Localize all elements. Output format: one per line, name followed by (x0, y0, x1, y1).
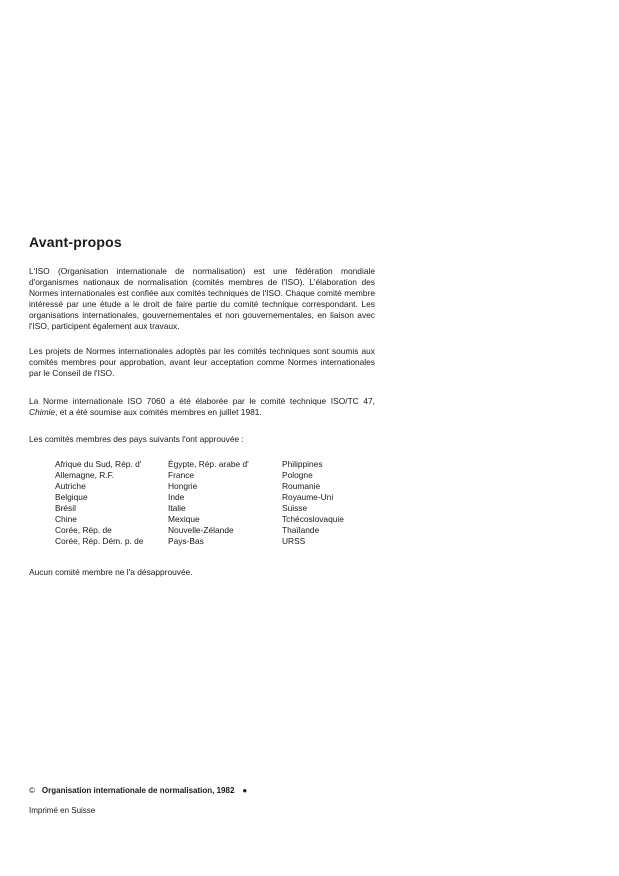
country-item: Belgique (55, 492, 88, 502)
country-item: Chine (55, 514, 77, 524)
country-item: URSS (282, 536, 306, 546)
country-item: Hongrie (168, 481, 198, 491)
country-item: Royaume-Uni (282, 492, 334, 502)
iso-7060-text-end: , et a été soumise aux comités membres en juillet 1981. (55, 407, 262, 417)
country-item: Afrique du Sud, Rép. d' (55, 459, 142, 469)
country-item: Pays-Bas (168, 536, 204, 546)
bullet-icon: ● (242, 786, 248, 795)
country-item: Roumanie (282, 481, 321, 491)
paragraph-draft-standards: Les projets de Normes internationales adoptés par les comités techniques sont soumis aux comités membres pour approbation, avant leur acceptation comme Normes internationales par le Conseil de l'ISO. (29, 346, 375, 378)
copyright-footer (29, 786, 247, 795)
country-item: Italie (168, 503, 186, 513)
country-item: Mexique (168, 514, 200, 524)
paragraph-iso-7060 (29, 396, 375, 418)
printed-location: Imprimé en Suisse (29, 806, 96, 815)
country-item: Thaïlande (282, 525, 320, 535)
country-item: Égypte, Rép. arabe d' (168, 459, 249, 469)
copyright-organisation: Organisation internationale de normalisation, 1982 (41, 786, 235, 795)
page-title: Avant-propos (29, 234, 122, 250)
copyright-symbol: © (29, 786, 35, 795)
country-item: Brésil (55, 503, 76, 513)
country-item: Corée, Rép. Dém. p. de (55, 536, 144, 546)
country-item: Nouvelle-Zélande (168, 525, 234, 535)
country-list-column-1 (55, 459, 143, 547)
country-item: Tchécoslovaquie (282, 514, 344, 524)
country-item: Suisse (282, 503, 308, 513)
committee-name: Chimie (29, 407, 56, 417)
country-item: Philippines (282, 459, 323, 469)
country-item: France (168, 470, 195, 480)
country-item: Allemagne, R.F. (55, 470, 115, 480)
country-list-column-2 (168, 459, 249, 547)
paragraph-iso-description: L'ISO (Organisation internationale de normalisation) est une fédération mondiale d'organismes nationaux de normalisation (comités membres de l'ISO). L'élaboration des Normes internationales est confiée aux comités techniques de l'ISO. Chaque comité membre intéressé par une étude a le droit de faire partie du comité technique correspondant. Les organisations internationales, gouvernementales et non gouvernementales, en liaison avec l'ISO, participent également aux travaux. (29, 266, 375, 331)
paragraph-disapproval: Aucun comité membre ne l'a désapprouvée. (29, 567, 193, 577)
country-item: Inde (168, 492, 185, 502)
iso-7060-text-start: La Norme internationale ISO 7060 a été élaborée par le comité technique ISO/TC 47, (29, 396, 375, 406)
country-item: Autriche (55, 481, 86, 491)
paragraph-approval-intro: Les comités membres des pays suivants l'ont approuvée : (29, 434, 244, 444)
country-list-column-3 (282, 459, 344, 547)
country-item: Pologne (282, 470, 313, 480)
country-item: Corée, Rép. de (55, 525, 112, 535)
